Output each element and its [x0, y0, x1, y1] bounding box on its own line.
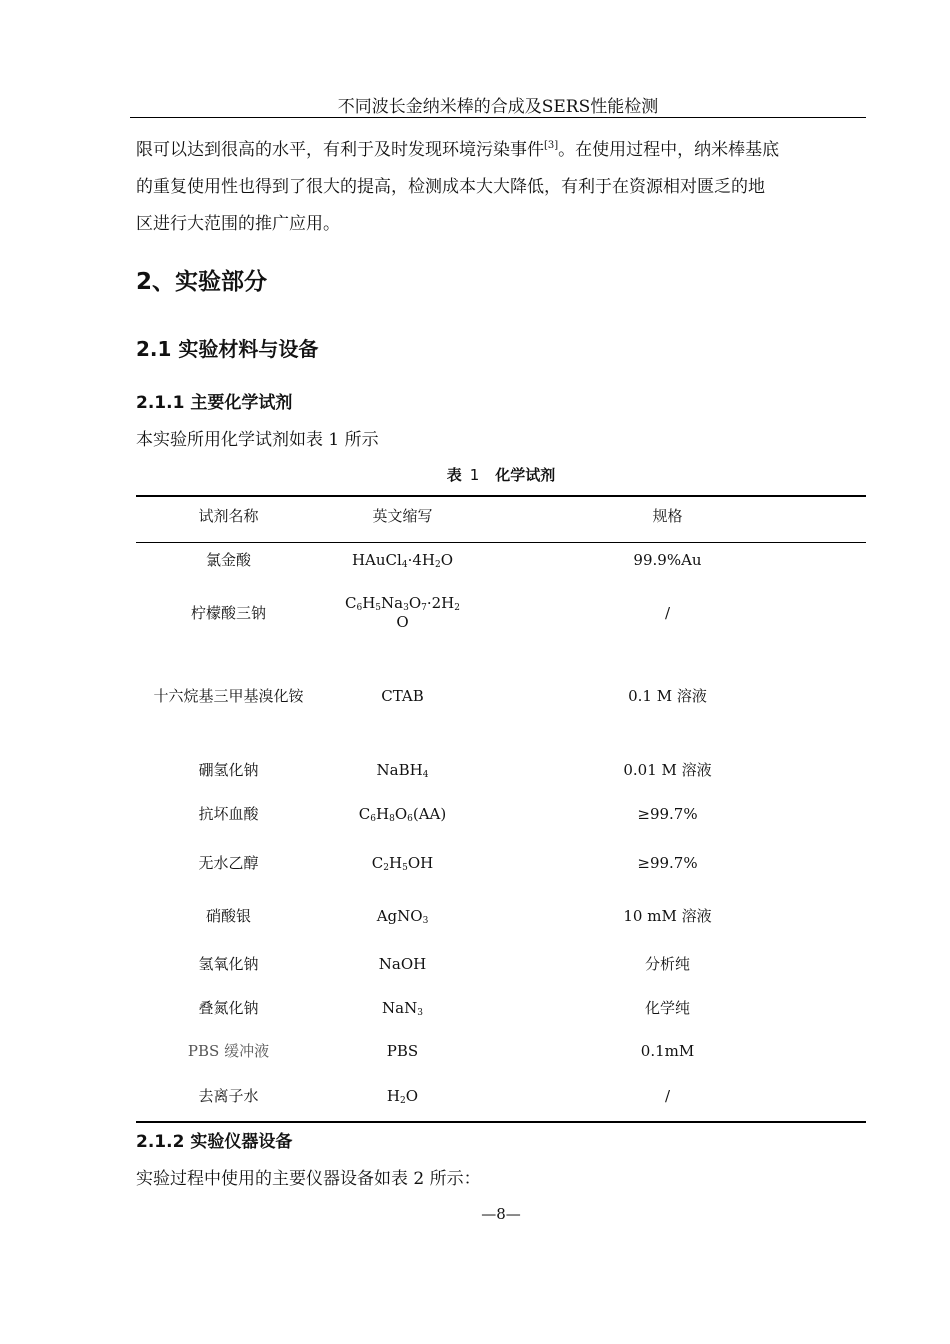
reagent-name: 抗坏血酸: [198, 805, 259, 823]
running-header: 不同波长金纳米棒的合成及SERS性能检测: [337, 97, 659, 117]
caption-label: 表: [446, 466, 462, 484]
subsubsection-heading-reagents: 2.1.1 主要化学试剂: [136, 393, 293, 413]
reagent-spec: 99.9%Au: [633, 551, 702, 569]
reagent-spec: /: [664, 1087, 671, 1105]
paragraph-text: 限可以达到很高的水平，有利于及时发现环境污染事件: [136, 140, 544, 160]
reagent-spec: /: [664, 604, 671, 622]
header-rule: [130, 117, 866, 118]
reagent-spec: 10 mM 溶液: [623, 907, 712, 925]
section-heading: 2、实验部分: [136, 269, 268, 295]
column-header-spec: 规格: [652, 507, 683, 525]
reagent-name: 十六烷基三甲基溴化铵: [153, 687, 304, 705]
reagent-name: 氯金酸: [205, 551, 251, 569]
reagent-name: 无水乙醇: [198, 854, 259, 872]
reagent-formula: $C_2H_5OH$: [371, 854, 434, 873]
citation-marker: [3]: [544, 140, 559, 151]
reagent-formula: $HAuCl_4\cdot 4H_2O$: [351, 551, 454, 570]
reagent-formula: AgNO$_3$: [376, 907, 429, 926]
subsection-heading: 2.1 实验材料与设备: [136, 337, 319, 361]
reagent-formula: NaBH$_4$: [376, 761, 429, 780]
reagent-spec: 分析纯: [644, 955, 690, 973]
table-caption: [136, 464, 866, 485]
column-header-name: 试剂名称: [198, 507, 259, 525]
reagent-spec: 化学纯: [644, 999, 690, 1017]
paragraph-line-2: 的重复使用性也得到了很大的提高，检测成本大大降低，有利于在资源相对匮乏的地: [136, 177, 765, 197]
reagent-spec: ≥99.7%: [637, 854, 698, 872]
table-bottom-rule: [136, 1121, 866, 1123]
reagent-spec: 0.1 M 溶液: [628, 687, 707, 705]
reagent-spec: ≥99.7%: [637, 805, 698, 823]
caption-title: 化学试剂: [495, 466, 556, 484]
body-paragraph: [136, 132, 866, 243]
reagent-name: 硝酸银: [205, 907, 251, 925]
reagent-formula: NaN$_3$: [382, 999, 423, 1018]
reagent-spec: 0.01 M 溶液: [623, 761, 712, 779]
table-top-rule: [136, 495, 866, 497]
reagent-formula: CTAB: [381, 687, 424, 705]
reagent-formula: PBS: [386, 1042, 419, 1060]
paragraph-line-3: 区进行大范围的推广应用。: [136, 214, 340, 234]
reagent-formula: $C_6H_8O_6(AA)$: [358, 805, 447, 824]
reagent-formula: NaOH: [378, 955, 427, 973]
reagent-name: 叠氮化钠: [198, 999, 259, 1017]
page-number: —8—: [481, 1205, 521, 1223]
reagent-name: 去离子水: [198, 1087, 259, 1105]
reagent-formula: $H_2O$: [386, 1087, 419, 1106]
paragraph-text: 。在使用过程中，纳米棒基底: [558, 140, 780, 160]
equipment-intro: 实验过程中使用的主要仪器设备如表 2 所示：: [136, 1169, 481, 1189]
reagents-intro: 本实验所用化学试剂如表 1 所示: [136, 430, 379, 450]
reagent-name: 硼氢化钠: [198, 761, 259, 779]
caption-number: 1: [469, 466, 480, 484]
paragraph-line-1: [136, 132, 866, 169]
reagent-formula: $C_6H_5Na_3O_7\cdot 2H_2$ O: [344, 594, 461, 631]
reagent-spec: 0.1mM: [640, 1042, 695, 1060]
table-header-rule: [136, 542, 866, 543]
reagent-name: 柠檬酸三钠: [190, 604, 266, 622]
column-header-abbreviation: 英文缩写: [372, 507, 433, 525]
reagent-name: 氢氧化钠: [198, 955, 259, 973]
subsubsection-heading-equipment: 2.1.2 实验仪器设备: [136, 1132, 293, 1152]
reagent-name: PBS 缓冲液: [187, 1042, 270, 1060]
